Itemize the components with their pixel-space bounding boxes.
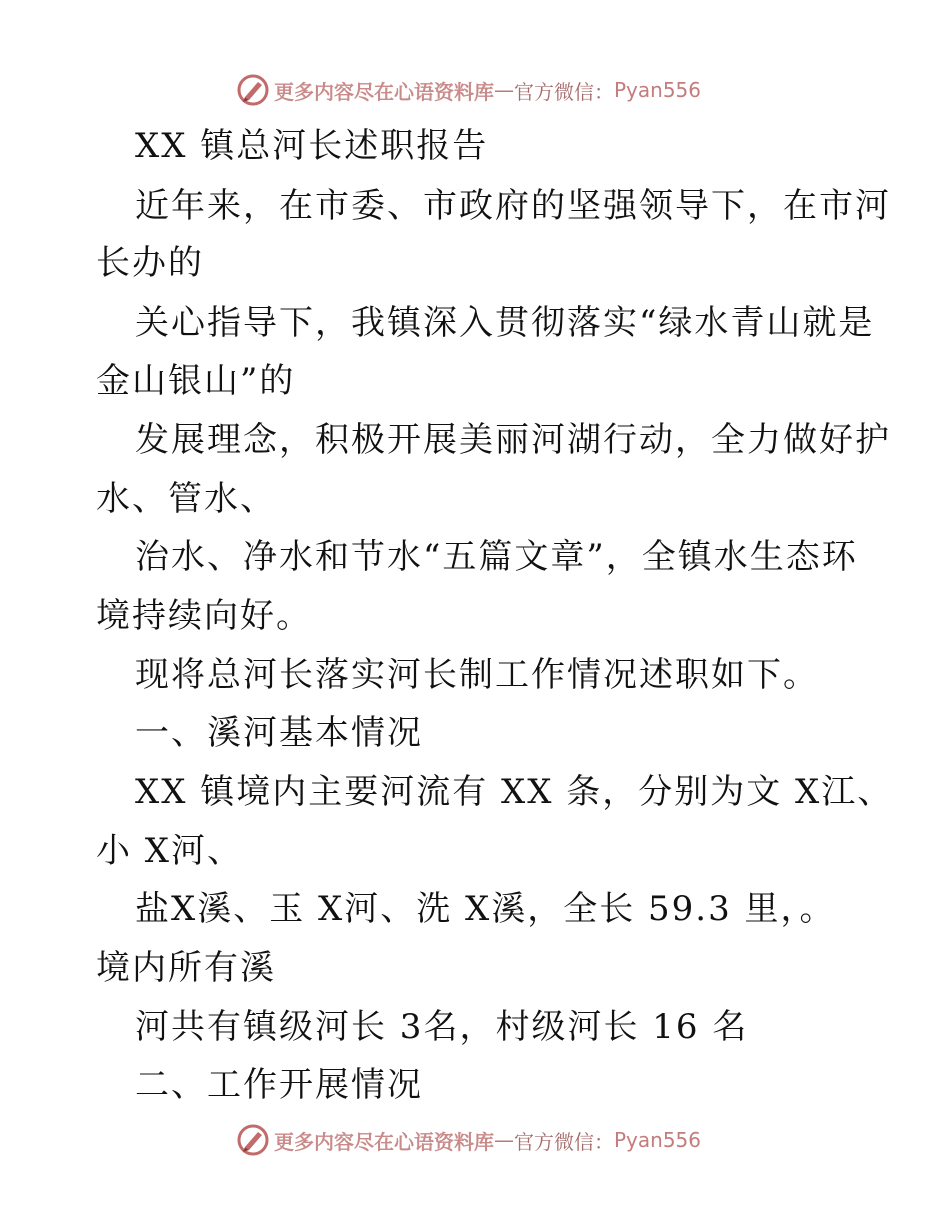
paragraph-line: 治水、净水和节水“五篇文章”，全镇水生态环 [135,537,858,577]
paragraph-line: 河共有镇级河长 3名，村级河长 16 名 [135,1007,749,1047]
watermark-title: 更多内容尽在心语资料库 [274,1129,494,1154]
watermark-wechat-id: Pyan556 [614,1128,702,1152]
paragraph-line: 长办的 [96,243,204,283]
paragraph-line: 盐X溪、玉 X河、洗 X溪，全长 59.3 里，。 [135,889,836,929]
paragraph-line: 现将总河长落实河长制工作情况述职如下。 [135,655,819,695]
watermark-separator: — [494,1128,514,1152]
footer-watermark [236,1122,701,1158]
paragraph-line: 水、管水、 [96,479,276,519]
pen-seal-icon [236,1123,270,1157]
header-watermark [236,72,701,108]
document-title: XX 镇总河长述职报告 [135,126,489,166]
watermark-wechat-id: Pyan556 [614,78,702,102]
paragraph-line: 关心指导下，我镇深入贯彻落实“绿水青山就是 [135,303,875,343]
paragraph-line: 小 X河、 [96,831,244,871]
paragraph-line: 近年来，在市委、市政府的坚强领导下，在市河 [135,186,891,226]
paragraph-line: 境内所有溪 [96,948,276,988]
watermark-separator: — [494,78,514,102]
watermark-title: 更多内容尽在心语资料库 [274,79,494,104]
section-heading: 一、溪河基本情况 [135,713,423,753]
paragraph-line: 发展理念，积极开展美丽河湖行动，全力做好护 [135,420,891,460]
watermark-label: 官方微信： [514,1129,614,1154]
paragraph-line: XX 镇境内主要河流有 XX 条，分别为文 X江、 [135,772,894,812]
paragraph-line: 金山银山”的 [96,361,296,401]
watermark-label: 官方微信： [514,79,614,104]
paragraph-line: 境持续向好。 [96,596,312,636]
pen-seal-icon [236,73,270,107]
section-heading: 二、工作开展情况 [135,1065,423,1105]
